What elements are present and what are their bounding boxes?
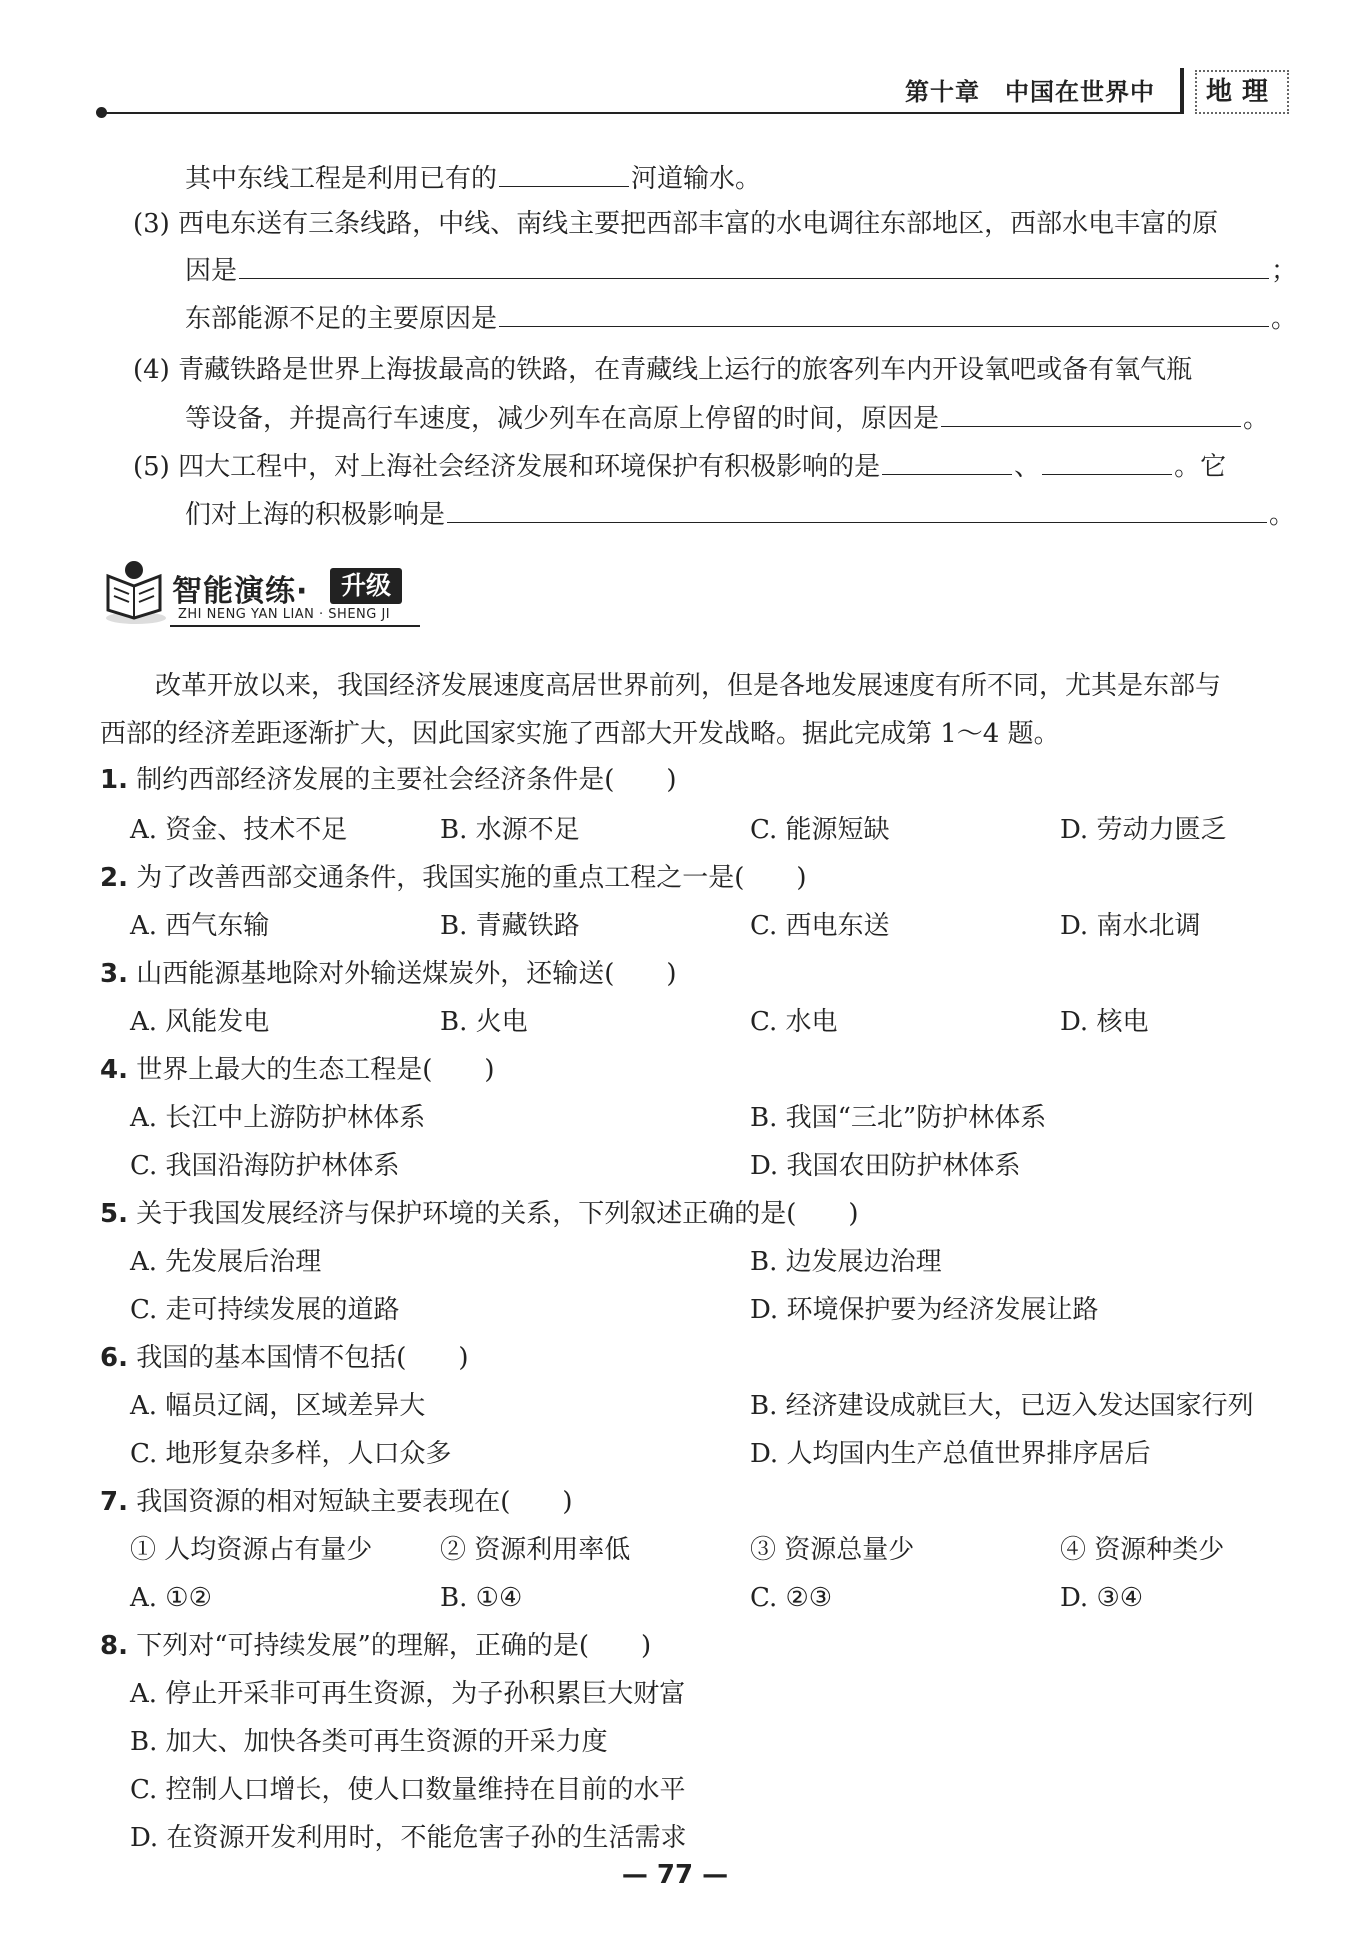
question-stem: 1. 制约西部经济发展的主要社会经济条件是( ): [100, 765, 677, 795]
q4-line2: 等设备，并提高行车速度，减少列车在高原上停留的时间，原因是 。: [185, 400, 1269, 437]
option-d[interactable]: D. ③④: [1060, 1583, 1144, 1613]
statement-item: ② 资源利用率低: [440, 1535, 631, 1565]
question-stem: 2. 为了改善西部交通条件，我国实施的重点工程之一是( ): [100, 863, 807, 893]
intro-line2: 西部的经济差距逐渐扩大，因此国家实施了西部大开发战略。据此完成第 1～4 题。: [100, 719, 1060, 749]
q3-line2: 因是 ；: [185, 252, 1297, 289]
option-b[interactable]: B. 边发展边治理: [750, 1247, 942, 1277]
question-stem: 7. 我国资源的相对短缺主要表现在( ): [100, 1487, 573, 1517]
option-d[interactable]: D. 南水北调: [1060, 911, 1201, 941]
header-rule: [100, 112, 1180, 114]
option-c[interactable]: C. 走可持续发展的道路: [130, 1295, 400, 1325]
option-d[interactable]: D. 核电: [1060, 1007, 1149, 1037]
option-c[interactable]: C. ②③: [750, 1583, 833, 1613]
section-pinyin: ZHI NENG YAN LIAN · SHENG JI: [178, 607, 391, 622]
option-b[interactable]: B. 我国“三北”防护林体系: [750, 1103, 1047, 1133]
option-d[interactable]: D. 人均国内生产总值世界排序居后: [750, 1439, 1151, 1469]
question-stem: 3. 山西能源基地除对外输送煤炭外，还输送( ): [100, 959, 677, 989]
option-b[interactable]: B. 经济建设成就巨大，已迈入发达国家行列: [750, 1391, 1254, 1421]
option-a[interactable]: A. 停止开采非可再生资源，为子孙积累巨大财富: [130, 1679, 686, 1709]
option-b[interactable]: B. 青藏铁路: [440, 911, 580, 941]
reading-book-icon: [98, 558, 178, 628]
q4-line1: (4) 青藏铁路是世界上海拔最高的铁路，在青藏线上运行的旅客列车内开设氧吧或备有氧气瓶: [133, 355, 1193, 385]
option-a[interactable]: A. 资金、技术不足: [130, 815, 348, 845]
option-b[interactable]: B. 火电: [440, 1007, 528, 1037]
option-b[interactable]: B. 加大、加快各类可再生资源的开采力度: [130, 1727, 608, 1757]
page-number: — 77 —: [621, 1860, 729, 1890]
option-c[interactable]: C. 控制人口增长，使人口数量维持在目前的水平: [130, 1775, 686, 1805]
q5-line1: (5) 四大工程中，对上海社会经济发展和环境保护有积极影响的是 、 。它: [133, 448, 1226, 485]
option-a[interactable]: A. 西气东输: [130, 911, 270, 941]
option-c[interactable]: C. 能源短缺: [750, 815, 890, 845]
section-title: 智能演练·: [172, 574, 309, 609]
option-b[interactable]: B. 水源不足: [440, 815, 580, 845]
section-underline: [170, 625, 420, 627]
chapter-title: 第十章 中国在世界中: [905, 77, 1155, 106]
answer-blank[interactable]: [499, 300, 1269, 327]
answer-blank[interactable]: [239, 252, 1269, 279]
question-stem: 5. 关于我国发展经济与保护环境的关系，下列叙述正确的是( ): [100, 1199, 859, 1229]
option-c[interactable]: C. 西电东送: [750, 911, 890, 941]
option-d[interactable]: D. 环境保护要为经济发展让路: [750, 1295, 1099, 1325]
option-d[interactable]: D. 劳动力匮乏: [1060, 815, 1227, 845]
header-separator: [1180, 68, 1184, 114]
option-a[interactable]: A. ①②: [130, 1583, 212, 1613]
answer-blank[interactable]: [499, 160, 629, 187]
east-line-sentence: 其中东线工程是利用已有的 河道输水。: [185, 160, 761, 197]
subject-label: 地理: [1195, 70, 1289, 114]
intro-line1: 改革开放以来，我国经济发展速度高居世界前列，但是各地发展速度有所不同，尤其是东部与: [155, 671, 1222, 701]
answer-blank[interactable]: [1042, 448, 1172, 475]
answer-blank[interactable]: [882, 448, 1012, 475]
question-stem: 4. 世界上最大的生态工程是( ): [100, 1055, 495, 1085]
statement-item: ① 人均资源占有量少: [130, 1535, 373, 1565]
option-c[interactable]: C. 我国沿海防护林体系: [130, 1151, 400, 1181]
answer-blank[interactable]: [941, 400, 1241, 427]
statement-item: ③ 资源总量少: [750, 1535, 915, 1565]
question-stem: 6. 我国的基本国情不包括( ): [100, 1343, 469, 1373]
option-a[interactable]: A. 风能发电: [130, 1007, 270, 1037]
option-a[interactable]: A. 幅员辽阔，区域差异大: [130, 1391, 426, 1421]
q5-line2: 们对上海的积极影响是 。: [185, 496, 1295, 533]
section-badge: 升级: [330, 568, 402, 604]
q3-line1: (3) 西电东送有三条线路，中线、南线主要把西部丰富的水电调往东部地区，西部水电丰富的原: [133, 209, 1219, 239]
question-stem: 8. 下列对“可持续发展”的理解，正确的是( ): [100, 1631, 652, 1661]
statement-item: ④ 资源种类少: [1060, 1535, 1225, 1565]
option-a[interactable]: A. 长江中上游防护林体系: [130, 1103, 426, 1133]
q3-line3: 东部能源不足的主要原因是 。: [185, 300, 1297, 337]
option-a[interactable]: A. 先发展后治理: [130, 1247, 322, 1277]
option-c[interactable]: C. 水电: [750, 1007, 838, 1037]
answer-blank[interactable]: [447, 496, 1267, 523]
option-c[interactable]: C. 地形复杂多样，人口众多: [130, 1439, 452, 1469]
option-d[interactable]: D. 在资源开发利用时，不能危害子孙的生活需求: [130, 1823, 687, 1853]
option-d[interactable]: D. 我国农田防护林体系: [750, 1151, 1021, 1181]
option-b[interactable]: B. ①④: [440, 1583, 523, 1613]
